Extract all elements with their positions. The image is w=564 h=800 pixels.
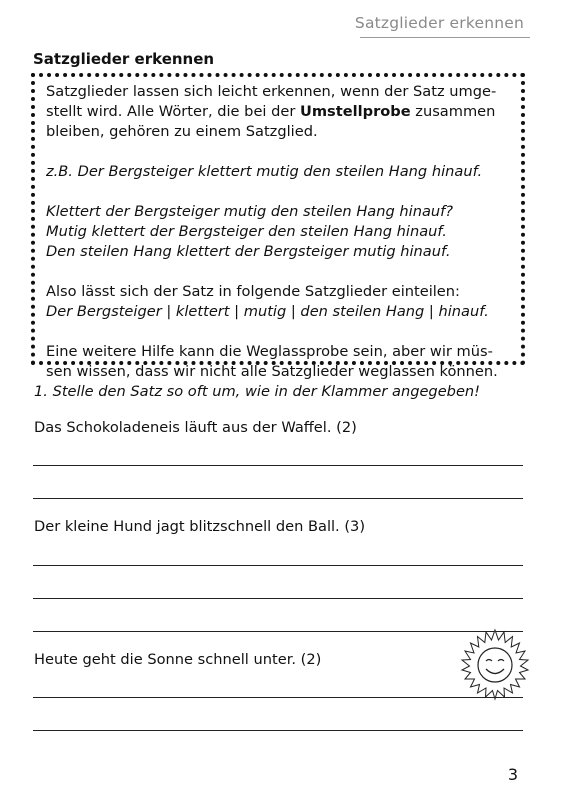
- smiling-sun-icon: [456, 626, 534, 704]
- answer-line[interactable]: [33, 631, 523, 632]
- hint-line-1: Eine weitere Hilfe kann die Weglassprobe sein, aber wir müs-: [46, 343, 493, 360]
- intro-line-3: bleiben, gehören zu einem Satzglied.: [46, 123, 318, 140]
- answer-line[interactable]: [33, 730, 523, 731]
- variant-sentence: Mutig klettert der Bergsteiger den steilen Hang hinauf.: [46, 223, 447, 240]
- section-title: Satzglieder erkennen: [33, 50, 215, 68]
- exercise-sentence: Heute geht die Sonne schnell unter. (2): [34, 651, 322, 668]
- header-title: Satzglieder erkennen: [354, 14, 524, 32]
- page-number: 3: [507, 765, 518, 784]
- exercise-sentence: Das Schokoladeneis läuft aus der Waffel. (2): [34, 419, 357, 436]
- hint-line-2: sen wissen, dass wir nicht alle Satzglieder weglassen können.: [46, 363, 498, 380]
- keyword-umstellprobe: Umstellprobe: [300, 103, 411, 120]
- variant-sentence: Den steilen Hang klettert der Bergsteiger mutig hinauf.: [46, 243, 451, 260]
- intro-line-1: Satzglieder lassen sich leicht erkennen, wenn der Satz umge-: [46, 83, 497, 100]
- variant-sentence: Klettert der Bergsteiger mutig den steilen Hang hinauf?: [46, 203, 454, 220]
- task-instruction: 1. Stelle den Satz so oft um, wie in der Klammer angegeben!: [34, 383, 481, 400]
- intro-line-2-end: zusammen: [410, 103, 496, 120]
- division-sentence: Der Bergsteiger | klettert | mutig | den steilen Hang | hinauf.: [46, 303, 489, 320]
- division-intro: Also lässt sich der Satz in folgende Satzglieder einteilen:: [46, 283, 460, 300]
- header-rule: [360, 37, 530, 38]
- intro-line-2-start: stellt wird. Alle Wörter, die bei der: [46, 103, 300, 120]
- example-sentence: z.B. Der Bergsteiger klettert mutig den steilen Hang hinauf.: [46, 163, 483, 180]
- intro-line-2: [46, 102, 512, 122]
- info-box: [46, 82, 512, 382]
- answer-line[interactable]: [33, 565, 523, 566]
- answer-line[interactable]: [33, 598, 523, 599]
- answer-line[interactable]: [33, 498, 523, 499]
- answer-line[interactable]: [33, 465, 523, 466]
- answer-line[interactable]: [33, 697, 523, 698]
- exercise-sentence: Der kleine Hund jagt blitzschnell den Ball. (3): [34, 518, 366, 535]
